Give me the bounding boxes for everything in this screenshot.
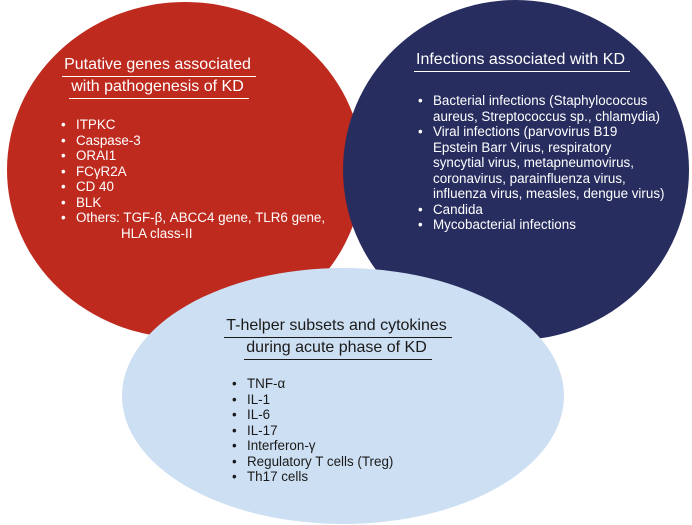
list-item: • Regulatory T cells (Treg) (232, 454, 462, 470)
title-line (214, 316, 462, 338)
list-item: • Bacterial infections (Staphylococcus aureus, Streptococcus sp., chlamydia) (418, 93, 665, 124)
title-line (214, 338, 462, 360)
thelper-cytokines-list (232, 376, 462, 485)
list-item: • TNF-α (232, 376, 462, 392)
thelper-cytokines-title (214, 316, 462, 360)
putative-genes-title-line1: Putative genes associated (62, 55, 256, 77)
list-item: • Interferon-γ (232, 438, 462, 454)
putative-genes-list (61, 117, 327, 241)
thelper-title-line2: during acute phase of KD (244, 338, 432, 360)
list-item: • Th17 cells (232, 469, 462, 485)
title-line (414, 50, 666, 72)
list-item: • BLK (61, 195, 327, 211)
title-line (51, 55, 267, 77)
thelper-cytokines-content (214, 316, 462, 485)
infections-title-line1: Infections associated with KD (414, 50, 630, 72)
list-item: • IL-1 (232, 392, 462, 408)
list-item: • IL-6 (232, 407, 462, 423)
list-item: • Mycobacterial infections (418, 217, 665, 233)
list-item: HLA class-II (121, 225, 193, 241)
list-item: • CD 40 (61, 179, 327, 195)
putative-genes-content (51, 55, 327, 241)
putative-genes-title-line2: with pathogenesis of KD (69, 77, 249, 99)
ellipse-thelper-cytokines (122, 268, 564, 524)
title-line (51, 77, 267, 99)
list-item: • Caspase-3 (61, 133, 327, 149)
list-item: • FCγR2A (61, 164, 327, 180)
list-item: • IL-17 (232, 423, 462, 439)
list-item: • Others: TGF-β, ABCC4 gene, TLR6 gene, (61, 210, 327, 226)
list-item: • ITPKC (61, 117, 327, 133)
putative-genes-title (51, 55, 267, 99)
infections-content (414, 50, 666, 233)
infections-title (414, 50, 666, 72)
list-item: • ORAI1 (61, 148, 327, 164)
list-item: • Viral infections (parvovirus B19 Epstein Barr Virus, respiratory syncytial virus, metapneumovirus, coronavirus, parainfluenza virus, influenza virus, measles, dengue virus) (418, 124, 665, 202)
infections-list (418, 93, 665, 233)
list-item: • Candida (418, 202, 665, 218)
thelper-title-line1: T-helper subsets and cytokines (224, 316, 452, 338)
